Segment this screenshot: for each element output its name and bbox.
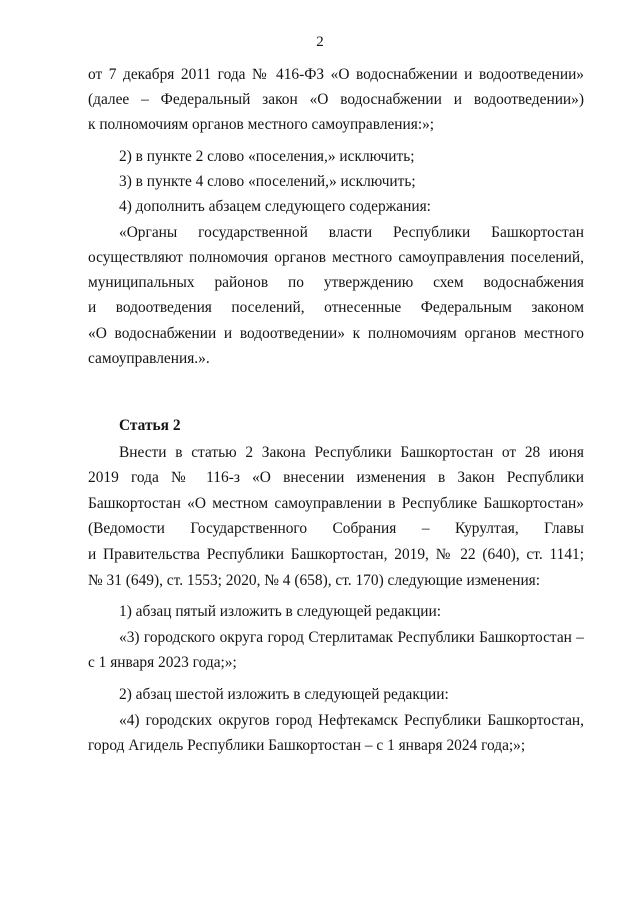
quote-line: город Агидель Республики Башкортостан – с 1 января 2024 года;»; [88,737,526,754]
quote-line: «3) городского округа город Стерлитамак Республики Башкортостан – [119,629,584,646]
list-item: 3) в пункте 4 слово «поселений,» исключить; [119,173,416,190]
quote-line: муниципальных районов по утверждению схем водоснабжения [88,274,584,291]
list-item: 4) дополнить абзацем следующего содержания: [119,198,431,215]
quote-line: «Органы государственной власти Республики Башкортостан [119,224,584,241]
article-line: Башкортостан «О местном самоуправлении в Республике Башкортостан» [88,495,584,512]
paragraph-line: от 7 декабря 2011 года № 416-ФЗ «О водоснабжении и водоотведении» [88,66,584,83]
article-line: и Правительства Республики Башкортостан, 2019, № 22 (640), ст. 1141; [88,546,584,563]
quote-line: «4) городских округов город Нефтекамск Республики Башкортостан, [119,712,584,729]
article-line: (Ведомости Государственного Собрания – Курултая, Главы [88,520,584,537]
page-number: 2 [316,34,324,50]
quote-line: с 1 января 2023 года;»; [88,654,237,671]
quote-line: осуществляют полномочия органов местного самоуправления поселений, [88,249,584,266]
paragraph-line: к полномочиям органов местного самоуправления:»; [88,116,435,133]
quote-line: «О водоснабжении и водоотведении» к полномочиям органов местного [88,325,584,342]
article-line: Внести в статью 2 Закона Республики Башкортостан от 28 июня [119,444,584,461]
paragraph-line: (далее – Федеральный закон «О водоснабжении и водоотведении») [88,91,584,108]
quote-line: и водоотведения поселений, отнесенные Федеральным законом [88,299,584,316]
article-line: № 31 (649), ст. 1553; 2020, № 4 (658), ст. 170) следующие изменения: [88,572,541,589]
list-item: 2) абзац шестой изложить в следующей редакции: [119,686,449,703]
list-item: 2) в пункте 2 слово «поселения,» исключить; [119,148,415,165]
article-line: 2019 года № 116-з «О внесении изменения в Закон Республики [88,469,584,486]
list-item: 1) абзац пятый изложить в следующей редакции: [119,603,442,620]
quote-line: самоуправления.». [88,350,210,367]
article-heading: Статья 2 [119,417,181,434]
